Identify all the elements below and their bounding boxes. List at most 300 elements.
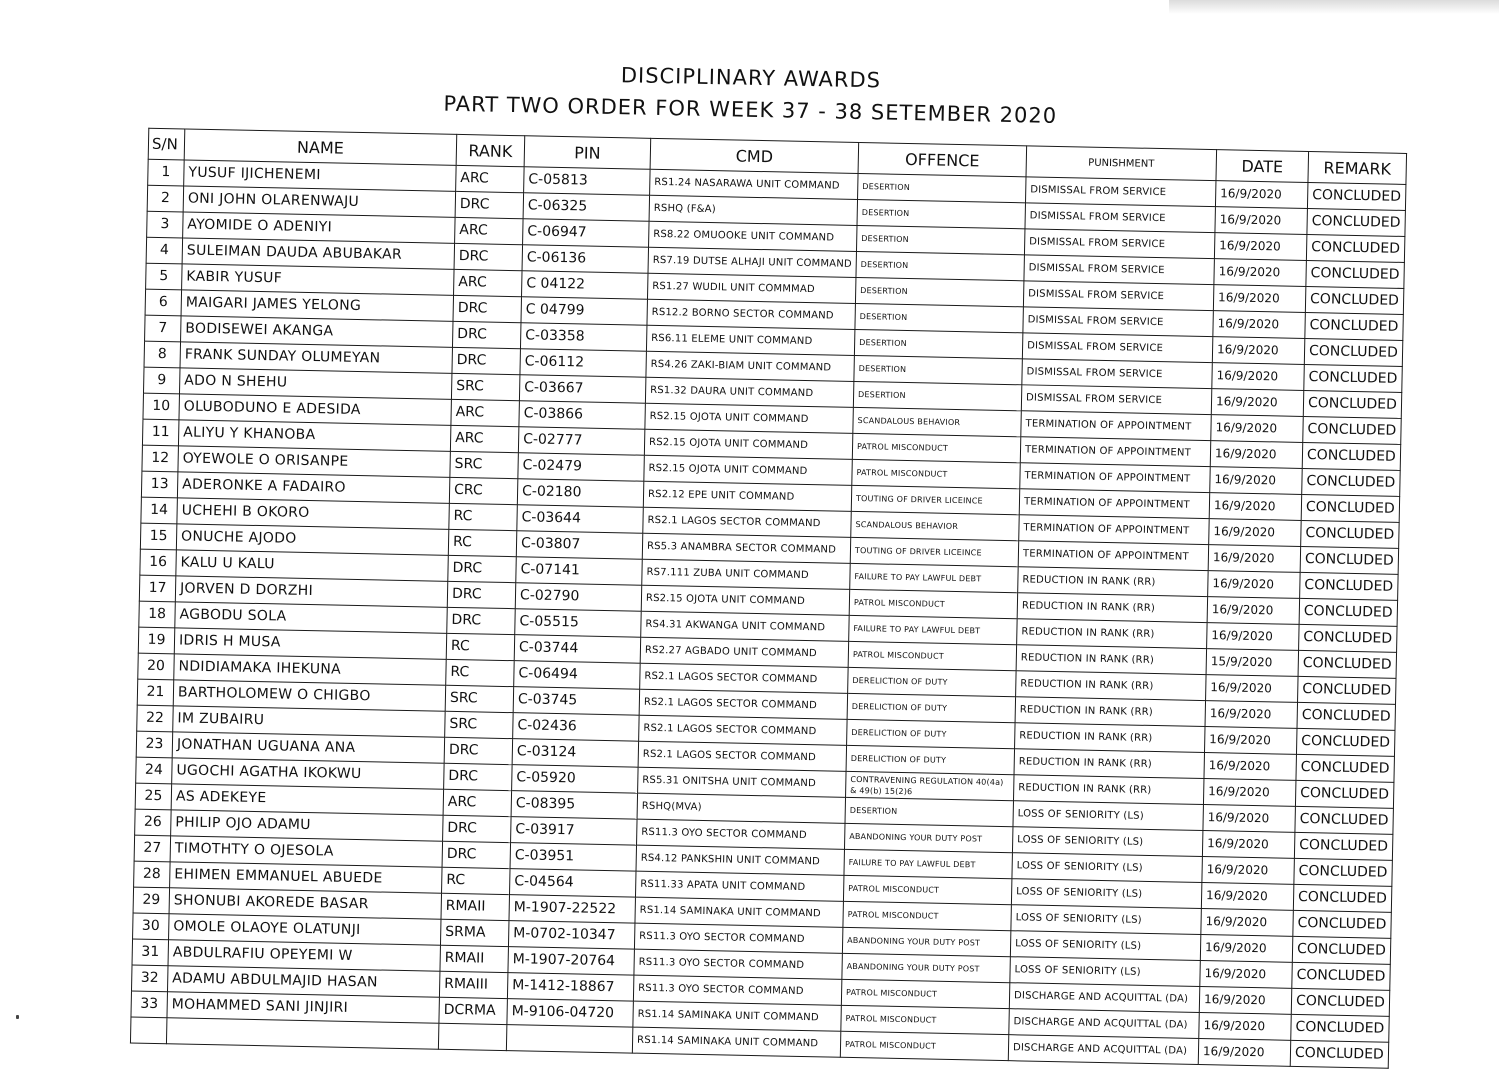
cell-name: AGBODU SOLA bbox=[175, 602, 447, 633]
cell-date: 16/9/2020 bbox=[1199, 1012, 1292, 1040]
cell-sn: 30 bbox=[133, 913, 170, 940]
cell-sn: 12 bbox=[142, 445, 179, 472]
cell-pin: C 04122 bbox=[522, 271, 648, 300]
cell-sn: 3 bbox=[147, 211, 184, 238]
document-title: DISCIPLINARY AWARDS bbox=[620, 63, 882, 93]
cell-name: AS ADEKEYE bbox=[171, 784, 443, 815]
cell-offence: DESERTION bbox=[856, 225, 1024, 254]
cell-pin: C-05920 bbox=[512, 765, 638, 794]
cell-pin: C-04564 bbox=[510, 869, 636, 898]
cell-pin: M-9106-04720 bbox=[507, 999, 633, 1028]
cell-remark: CONCLUDED bbox=[1294, 832, 1393, 860]
cell-cmd: RS2.1 LAGOS SECTOR COMMAND bbox=[643, 507, 851, 537]
cell-pin: M-0702-10347 bbox=[508, 921, 634, 950]
cell-remark: CONCLUDED bbox=[1295, 780, 1394, 808]
header-sn: S/N bbox=[148, 128, 185, 160]
cell-punishment: REDUCTION IN RANK (RR) bbox=[1015, 697, 1205, 727]
cell-punishment: LOSS OF SENIORITY (LS) bbox=[1012, 827, 1202, 857]
cell-date: 16/9/2020 bbox=[1198, 1038, 1291, 1066]
cell-rank: ARC bbox=[450, 425, 519, 452]
cell-pin: M-1907-20764 bbox=[508, 947, 634, 976]
cell-name: BARTHOLOMEW O CHIGBO bbox=[173, 680, 445, 711]
cell-remark: CONCLUDED bbox=[1299, 598, 1398, 626]
cell-offence: DERELICTION OF DUTY bbox=[847, 719, 1015, 748]
cell-rank: RMAIII bbox=[439, 971, 508, 998]
cell-name: EHIMEN EMMANUEL ABUEDE bbox=[170, 862, 442, 893]
cell-rank: DRC bbox=[455, 191, 524, 218]
cell-offence: FAILURE TO PAY LAWFUL DEBT bbox=[849, 615, 1017, 644]
cell-punishment: LOSS OF SENIORITY (LS) bbox=[1013, 801, 1203, 831]
cell-remark: CONCLUDED bbox=[1293, 884, 1392, 912]
cell-pin: C-03358 bbox=[520, 323, 646, 352]
cell-offence: PATROL MISCONDUCT bbox=[841, 979, 1009, 1008]
cell-punishment: TERMINATION OF APPOINTMENT bbox=[1019, 489, 1209, 519]
cell-remark: CONCLUDED bbox=[1299, 624, 1398, 652]
cell-remark: CONCLUDED bbox=[1302, 468, 1401, 496]
cell-name: ADAMU ABDULMAJID HASAN bbox=[167, 966, 439, 997]
cell-offence: FAILURE TO PAY LAWFUL DEBT bbox=[844, 849, 1012, 878]
cell-punishment: DISCHARGE AND ACQUITTAL (DA) bbox=[1009, 1009, 1199, 1039]
cell-rank: RC bbox=[442, 867, 511, 894]
cell-date: 16/9/2020 bbox=[1207, 597, 1300, 625]
cell-date: 16/9/2020 bbox=[1200, 935, 1293, 963]
cell-rank: RMAII bbox=[441, 893, 510, 920]
cell-cmd: RS1.14 SAMINAKA UNIT COMMAND bbox=[633, 1001, 841, 1031]
cell-cmd: RS8.22 OMUOOKE UNIT COMMAND bbox=[649, 221, 857, 251]
cell-offence: ABANDONING YOUR DUTY POST bbox=[842, 927, 1010, 956]
cell-remark: CONCLUDED bbox=[1305, 286, 1404, 314]
cell-rank: DRC bbox=[443, 815, 512, 842]
cell-punishment: LOSS OF SENIORITY (LS) bbox=[1011, 879, 1201, 909]
cell-remark: CONCLUDED bbox=[1307, 183, 1406, 211]
cell-offence: TOUTING OF DRIVER LICEINCE bbox=[850, 537, 1018, 566]
cell-offence: SCANDALOUS BEHAVIOR bbox=[851, 511, 1019, 540]
cell-name: SHONUBI AKOREDE BASAR bbox=[169, 888, 441, 919]
cell-pin: C-03744 bbox=[514, 635, 640, 664]
cell-offence: DESERTION bbox=[856, 251, 1024, 280]
cell-pin: C-03745 bbox=[513, 687, 639, 716]
cell-remark: CONCLUDED bbox=[1292, 936, 1391, 964]
header-punishment: PUNISHMENT bbox=[1026, 146, 1217, 181]
cell-sn: 33 bbox=[131, 991, 168, 1018]
cell-rank: RMAII bbox=[440, 945, 509, 972]
cell-pin: C-06325 bbox=[523, 193, 649, 222]
cell-date: 16/9/2020 bbox=[1211, 415, 1304, 443]
cell-pin: C-06947 bbox=[523, 219, 649, 248]
cell-cmd: RS2.1 LAGOS SECTOR COMMAND bbox=[638, 741, 846, 771]
cell-punishment: REDUCTION IN RANK (RR) bbox=[1016, 671, 1206, 701]
cell-cmd: RS2.15 OJOTA UNIT COMMAND bbox=[645, 403, 853, 433]
cell-sn: 4 bbox=[146, 237, 183, 264]
cell-punishment: REDUCTION IN RANK (RR) bbox=[1013, 775, 1203, 805]
cell-cmd: RS11.3 OYO SECTOR COMMAND bbox=[634, 949, 842, 979]
cell-remark: CONCLUDED bbox=[1303, 416, 1402, 444]
header-name: NAME bbox=[184, 129, 457, 165]
cell-cmd: RS4.12 PANKSHIN UNIT COMMAND bbox=[636, 845, 844, 875]
cell-name: IM ZUBAIRU bbox=[173, 706, 445, 737]
cell-pin: C-06136 bbox=[522, 245, 648, 274]
cell-punishment: TERMINATION OF APPOINTMENT bbox=[1020, 437, 1210, 467]
cell-date: 16/9/2020 bbox=[1203, 805, 1296, 833]
cell-name: KALU U KALU bbox=[176, 550, 448, 581]
cell-sn: 29 bbox=[133, 887, 170, 914]
cell-offence: SCANDALOUS BEHAVIOR bbox=[853, 407, 1021, 436]
cell-rank: SRC bbox=[451, 373, 520, 400]
cell-sn: 20 bbox=[138, 653, 175, 680]
cell-rank bbox=[438, 1023, 507, 1050]
cell-name: ADERONKE A FADAIRO bbox=[177, 472, 449, 503]
cell-pin: C-06112 bbox=[520, 349, 646, 378]
cell-date: 16/9/2020 bbox=[1201, 883, 1294, 911]
cell-name: TIMOTHTY O OJESOLA bbox=[170, 836, 442, 867]
cell-date: 16/9/2020 bbox=[1207, 623, 1300, 651]
cell-sn: 15 bbox=[140, 523, 177, 550]
cell-name: OMOLE OLAOYE OLATUNJI bbox=[169, 914, 441, 945]
cell-pin: C-03644 bbox=[517, 505, 643, 534]
cell-name: KABIR YUSUF bbox=[182, 264, 454, 295]
cell-sn: 10 bbox=[143, 393, 180, 420]
cell-sn: 16 bbox=[140, 549, 177, 576]
cell-rank: DRC bbox=[448, 555, 517, 582]
cell-date: 16/9/2020 bbox=[1213, 311, 1306, 339]
cell-sn: 31 bbox=[132, 939, 169, 966]
cell-rank: DCRMA bbox=[439, 997, 508, 1024]
cell-sn: 27 bbox=[134, 835, 171, 862]
cell-punishment: LOSS OF SENIORITY (LS) bbox=[1010, 931, 1200, 961]
cell-name: YUSUF IJICHENEMI bbox=[184, 160, 456, 191]
cell-punishment: DISMISSAL FROM SERVICE bbox=[1024, 229, 1214, 259]
cell-sn: 5 bbox=[146, 263, 183, 290]
cell-offence: PATROL MISCONDUCT bbox=[848, 641, 1016, 670]
cell-date: 16/9/2020 bbox=[1208, 571, 1301, 599]
cell-remark: CONCLUDED bbox=[1295, 806, 1394, 834]
cell-cmd: RS11.3 OYO SECTOR COMMAND bbox=[633, 975, 841, 1005]
cell-remark: CONCLUDED bbox=[1302, 442, 1401, 470]
cell-rank: RC bbox=[449, 503, 518, 530]
cell-remark: CONCLUDED bbox=[1297, 702, 1396, 730]
cell-date: 16/9/2020 bbox=[1202, 831, 1295, 859]
cell-cmd: RS2.1 LAGOS SECTOR COMMAND bbox=[640, 663, 848, 693]
cell-pin: M-1412-18867 bbox=[507, 973, 633, 1002]
cell-name: ONI JOHN OLARENWAJU bbox=[183, 186, 455, 217]
cell-pin: C-03866 bbox=[519, 401, 645, 430]
cell-remark: CONCLUDED bbox=[1300, 546, 1399, 574]
cell-offence: DESERTION bbox=[845, 797, 1013, 826]
cell-name: UCHEHI B OKORO bbox=[177, 498, 449, 529]
cell-remark: CONCLUDED bbox=[1303, 390, 1402, 418]
cell-offence: DESERTION bbox=[855, 303, 1023, 332]
cell-name: ONUCHE AJODO bbox=[176, 524, 448, 555]
cell-name: JONATHAN UGUANA ANA bbox=[172, 732, 444, 763]
cell-remark: CONCLUDED bbox=[1298, 676, 1397, 704]
cell-cmd: RS1.32 DAURA UNIT COMMAND bbox=[645, 377, 853, 407]
cell-sn: 11 bbox=[142, 419, 179, 446]
cell-sn: 14 bbox=[141, 497, 178, 524]
cell-offence: DESERTION bbox=[854, 329, 1022, 358]
cell-sn: 26 bbox=[135, 809, 172, 836]
cell-cmd: RS1.27 WUDIL UNIT COMMMAD bbox=[647, 273, 855, 303]
cell-pin: C-03667 bbox=[519, 375, 645, 404]
cell-offence: DESERTION bbox=[858, 173, 1026, 202]
cell-remark: CONCLUDED bbox=[1296, 754, 1395, 782]
cell-remark: CONCLUDED bbox=[1304, 364, 1403, 392]
cell-date: 16/9/2020 bbox=[1210, 467, 1303, 495]
cell-offence: DERELICTION OF DUTY bbox=[847, 693, 1015, 722]
cell-cmd: RS2.15 OJOTA UNIT COMMAND bbox=[641, 585, 849, 615]
cell-rank: SRMA bbox=[440, 919, 509, 946]
cell-rank: ARC bbox=[455, 217, 524, 244]
cell-cmd: RS5.3 ANAMBRA SECTOR COMMAND bbox=[642, 533, 850, 563]
cell-name: PHILIP OJO ADAMU bbox=[171, 810, 443, 841]
cell-cmd: RS4.26 ZAKI-BIAM UNIT COMMAND bbox=[646, 351, 854, 381]
cell-pin: C 04799 bbox=[521, 297, 647, 326]
cell-rank: DRC bbox=[454, 243, 523, 270]
cell-rank: ARC bbox=[443, 789, 512, 816]
cell-rank: SRC bbox=[450, 451, 519, 478]
cell-name: ALIYU Y KHANOBA bbox=[178, 420, 450, 451]
cell-date: 16/9/2020 bbox=[1205, 701, 1298, 729]
cell-remark: CONCLUDED bbox=[1307, 208, 1406, 236]
cell-pin: C-03917 bbox=[511, 817, 637, 846]
cell-punishment: TERMINATION OF APPOINTMENT bbox=[1019, 515, 1209, 545]
cell-punishment: DISMISSAL FROM SERVICE bbox=[1023, 281, 1213, 311]
cell-name: ABDULRAFIU OPEYEMI W bbox=[168, 940, 440, 971]
table-body bbox=[130, 159, 1405, 1068]
cell-rank: DRC bbox=[447, 581, 516, 608]
cell-remark: CONCLUDED bbox=[1301, 520, 1400, 548]
cell-date: 16/9/2020 bbox=[1212, 337, 1305, 365]
cell-name: UGOCHI AGATHA IKOKWU bbox=[172, 758, 444, 789]
cell-offence: PATROL MISCONDUCT bbox=[843, 875, 1011, 904]
cell-rank: ARC bbox=[454, 269, 523, 296]
cell-pin: C-02790 bbox=[515, 583, 641, 612]
cell-offence: TOUTING OF DRIVER LICEINCE bbox=[851, 485, 1019, 514]
cell-name: BODISEWEI AKANGA bbox=[181, 316, 453, 347]
cell-name: AYOMIDE O ADENIYI bbox=[183, 212, 455, 243]
cell-rank: RC bbox=[448, 529, 517, 556]
cell-pin: C-03124 bbox=[512, 739, 638, 768]
cell-remark: CONCLUDED bbox=[1292, 962, 1391, 990]
cell-date: 16/9/2020 bbox=[1200, 961, 1293, 989]
cell-pin: C-08395 bbox=[511, 791, 637, 820]
cell-punishment: TERMINATION OF APPOINTMENT bbox=[1021, 411, 1211, 441]
cell-offence: DESERTION bbox=[854, 355, 1022, 384]
cell-cmd: RS2.12 EPE UNIT COMMAND bbox=[643, 481, 851, 511]
cell-date: 16/9/2020 bbox=[1202, 857, 1295, 885]
header-offence: OFFENCE bbox=[858, 142, 1027, 176]
cell-date: 16/9/2020 bbox=[1209, 493, 1302, 521]
cell-offence: ABANDONING YOUR DUTY POST bbox=[842, 953, 1010, 982]
cell-sn: 32 bbox=[131, 965, 168, 992]
cell-date: 16/9/2020 bbox=[1213, 285, 1306, 313]
cell-pin: C-07141 bbox=[516, 557, 642, 586]
cell-date: 16/9/2020 bbox=[1204, 727, 1297, 755]
cell-cmd: RS12.2 BORNO SECTOR COMMAND bbox=[647, 299, 855, 329]
cell-offence: PATROL MISCONDUCT bbox=[840, 1031, 1008, 1060]
cell-sn: 7 bbox=[145, 315, 182, 342]
cell-sn: 9 bbox=[143, 367, 180, 394]
cell-date: 16/9/2020 bbox=[1211, 389, 1304, 417]
cell-date: 16/9/2020 bbox=[1203, 779, 1296, 807]
cell-cmd: RS11.3 OYO SECTOR COMMAND bbox=[637, 819, 845, 849]
cell-remark: CONCLUDED bbox=[1301, 494, 1400, 522]
cell-punishment: LOSS OF SENIORITY (LS) bbox=[1011, 905, 1201, 935]
cell-cmd: RS6.11 ELEME UNIT COMMAND bbox=[646, 325, 854, 355]
cell-rank: DRC bbox=[444, 763, 513, 790]
cell-remark: CONCLUDED bbox=[1290, 1040, 1389, 1068]
cell-date: 15/9/2020 bbox=[1206, 649, 1299, 677]
cell-punishment: REDUCTION IN RANK (RR) bbox=[1018, 567, 1208, 597]
cell-name: OYEWOLE O ORISANPE bbox=[178, 446, 450, 477]
cell-sn: 17 bbox=[139, 575, 176, 602]
cell-name: MOHAMMED SANI JINJIRI bbox=[167, 992, 439, 1023]
cell-pin: C-02436 bbox=[513, 713, 639, 742]
cell-sn: 21 bbox=[137, 679, 174, 706]
cell-punishment: DISMISSAL FROM SERVICE bbox=[1025, 177, 1215, 207]
cell-pin bbox=[506, 1025, 632, 1054]
cell-remark: CONCLUDED bbox=[1294, 858, 1393, 886]
cell-sn: 8 bbox=[144, 341, 181, 368]
cell-punishment: REDUCTION IN RANK (RR) bbox=[1017, 593, 1207, 623]
cell-sn: 13 bbox=[141, 471, 178, 498]
document-subtitle: PART TWO ORDER FOR WEEK 37 - 38 SETEMBER 2020 bbox=[443, 91, 1058, 128]
cell-rank: ARC bbox=[456, 165, 525, 192]
cell-remark: CONCLUDED bbox=[1298, 650, 1397, 678]
cell-remark: CONCLUDED bbox=[1300, 572, 1399, 600]
cell-offence: PATROL MISCONDUCT bbox=[852, 433, 1020, 462]
cell-cmd: RS2.1 LAGOS SECTOR COMMAND bbox=[639, 689, 847, 719]
cell-pin: C-03951 bbox=[510, 843, 636, 872]
cell-punishment: REDUCTION IN RANK (RR) bbox=[1015, 723, 1205, 753]
cell-cmd: RS1.14 SAMINAKA UNIT COMMAND bbox=[635, 897, 843, 927]
cell-sn: 2 bbox=[147, 185, 184, 212]
cell-rank: ARC bbox=[451, 399, 520, 426]
cell-sn: 28 bbox=[134, 861, 171, 888]
cell-offence: CONTRAVENING REGULATION 40(4a) & 49(b) 15(2)6 bbox=[846, 771, 1014, 800]
cell-cmd: RS1.14 SAMINAKA UNIT COMMAND bbox=[632, 1027, 840, 1057]
disciplinary-awards-table bbox=[130, 128, 1407, 1069]
cell-offence: PATROL MISCONDUCT bbox=[841, 1005, 1009, 1034]
cell-rank: DRC bbox=[452, 347, 521, 374]
cell-punishment: DISCHARGE AND ACQUITTAL (DA) bbox=[1009, 983, 1199, 1013]
cell-offence: DERELICTION OF DUTY bbox=[846, 745, 1014, 774]
cell-offence: FAILURE TO PAY LAWFUL DEBT bbox=[850, 563, 1018, 592]
header-remark: REMARK bbox=[1308, 152, 1407, 185]
cell-date: 16/9/2020 bbox=[1215, 207, 1308, 235]
cell-date: 16/9/2020 bbox=[1201, 909, 1294, 937]
cell-pin: C-02777 bbox=[518, 427, 644, 456]
cell-remark: CONCLUDED bbox=[1293, 910, 1392, 938]
cell-cmd: RS5.31 ONITSHA UNIT COMMAND bbox=[638, 767, 846, 797]
cell-punishment: DISMISSAL FROM SERVICE bbox=[1021, 385, 1211, 415]
cell-name: SULEIMAN DAUDA ABUBAKAR bbox=[182, 238, 454, 269]
cell-sn: 1 bbox=[148, 159, 185, 186]
cell-rank: SRC bbox=[445, 685, 514, 712]
cell-cmd: RS7.111 ZUBA UNIT COMMAND bbox=[642, 559, 850, 589]
cell-remark: CONCLUDED bbox=[1304, 338, 1403, 366]
header-rank: RANK bbox=[456, 134, 525, 166]
cell-name: JORVEN D DORZHI bbox=[175, 576, 447, 607]
cell-date: 16/9/2020 bbox=[1210, 441, 1303, 469]
cell-date: 16/9/2020 bbox=[1199, 986, 1292, 1014]
cell-cmd: RS11.33 APATA UNIT COMMAND bbox=[635, 871, 843, 901]
cell-cmd: RS2.15 OJOTA UNIT COMMAND bbox=[644, 429, 852, 459]
cell-sn bbox=[130, 1017, 167, 1044]
cell-sn: 22 bbox=[137, 705, 174, 732]
cell-remark: CONCLUDED bbox=[1291, 1014, 1390, 1042]
cell-punishment: TERMINATION OF APPOINTMENT bbox=[1020, 463, 1210, 493]
cell-remark: CONCLUDED bbox=[1306, 234, 1405, 262]
cell-name: FRANK SUNDAY OLUMEYAN bbox=[180, 342, 452, 373]
cell-rank: DRC bbox=[444, 737, 513, 764]
cell-rank: CRC bbox=[449, 477, 518, 504]
cell-sn: 6 bbox=[145, 289, 182, 316]
cell-punishment: DISMISSAL FROM SERVICE bbox=[1024, 255, 1214, 285]
cell-name: OLUBODUNO E ADESIDA bbox=[179, 394, 451, 425]
cell-date: 16/9/2020 bbox=[1204, 753, 1297, 781]
cell-cmd: RS2.27 AGBADO UNIT COMMAND bbox=[640, 637, 848, 667]
cell-rank: DRC bbox=[453, 295, 522, 322]
cell-offence: PATROL MISCONDUCT bbox=[849, 589, 1017, 618]
cell-date: 16/9/2020 bbox=[1209, 519, 1302, 547]
cell-cmd: RS4.31 AKWANGA UNIT COMMAND bbox=[641, 611, 849, 641]
cell-rank: DRC bbox=[447, 607, 516, 634]
cell-pin: M-1907-22522 bbox=[509, 895, 635, 924]
cell-date: 16/9/2020 bbox=[1212, 363, 1305, 391]
cell-sn: 19 bbox=[138, 627, 175, 654]
cell-name: MAIGARI JAMES YELONG bbox=[181, 290, 453, 321]
cell-rank: SRC bbox=[445, 711, 514, 738]
cell-sn: 24 bbox=[136, 757, 173, 784]
cell-punishment: LOSS OF SENIORITY (LS) bbox=[1010, 957, 1200, 987]
cell-pin: C-02479 bbox=[518, 453, 644, 482]
cell-punishment: DISMISSAL FROM SERVICE bbox=[1025, 203, 1215, 233]
cell-cmd: RS2.1 LAGOS SECTOR COMMAND bbox=[639, 715, 847, 745]
cell-remark: CONCLUDED bbox=[1291, 988, 1390, 1016]
cell-punishment: DISMISSAL FROM SERVICE bbox=[1022, 359, 1212, 389]
cell-punishment: LOSS OF SENIORITY (LS) bbox=[1012, 853, 1202, 883]
cell-cmd: RSHQ (F&A) bbox=[649, 195, 857, 225]
cell-offence: DESERTION bbox=[853, 381, 1021, 410]
cell-offence: PATROL MISCONDUCT bbox=[852, 459, 1020, 488]
cell-offence: DESERTION bbox=[857, 199, 1025, 228]
cell-name bbox=[166, 1018, 438, 1049]
cell-offence: ABANDONING YOUR DUTY POST bbox=[844, 823, 1012, 852]
cell-pin: C-03807 bbox=[516, 531, 642, 560]
header-date: DATE bbox=[1216, 150, 1309, 183]
cell-cmd: RS1.24 NASARAWA UNIT COMMAND bbox=[650, 169, 858, 199]
cell-cmd: RS11.3 OYO SECTOR COMMAND bbox=[634, 923, 842, 953]
cell-remark: CONCLUDED bbox=[1296, 728, 1395, 756]
cell-rank: RC bbox=[446, 633, 515, 660]
cell-date: 16/9/2020 bbox=[1214, 233, 1307, 261]
cell-offence: DERELICTION OF DUTY bbox=[848, 667, 1016, 696]
cell-punishment: REDUCTION IN RANK (RR) bbox=[1017, 619, 1207, 649]
cell-pin: C-06494 bbox=[514, 661, 640, 690]
cell-pin: C-05515 bbox=[515, 609, 641, 638]
cell-punishment: DISCHARGE AND ACQUITTAL (DA) bbox=[1008, 1035, 1198, 1065]
cell-remark: CONCLUDED bbox=[1306, 260, 1405, 288]
cell-date: 16/9/2020 bbox=[1215, 181, 1308, 209]
cell-sn: 23 bbox=[136, 731, 173, 758]
cell-punishment: REDUCTION IN RANK (RR) bbox=[1014, 749, 1204, 779]
cell-rank: DRC bbox=[442, 841, 511, 868]
header-pin: PIN bbox=[524, 136, 651, 170]
cell-punishment: TERMINATION OF APPOINTMENT bbox=[1018, 541, 1208, 571]
cell-name: ADO N SHEHU bbox=[179, 368, 451, 399]
cell-name: IDRIS H MUSA bbox=[174, 628, 446, 659]
cell-punishment: DISMISSAL FROM SERVICE bbox=[1023, 307, 1213, 337]
